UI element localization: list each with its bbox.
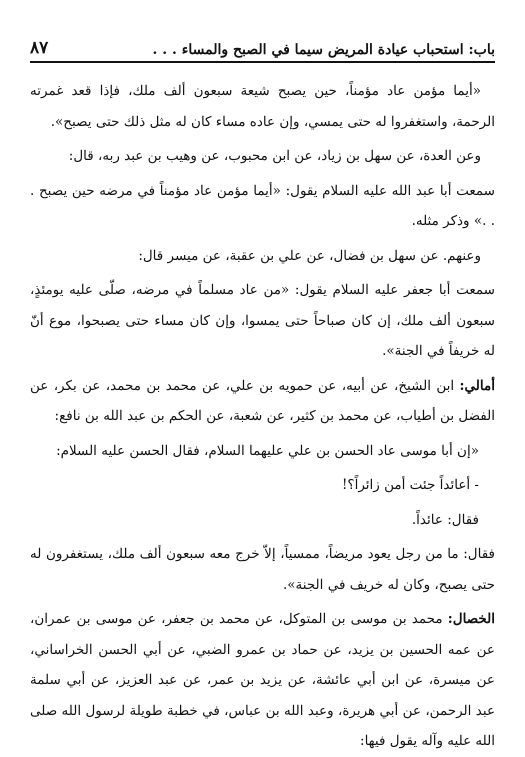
chapter-title: باب: استحباب عيادة المريض سيما في الصبح والمساء . . . bbox=[152, 42, 495, 58]
paragraph-dialogue: - أعائداً جئت أمن زائراً؟! bbox=[342, 477, 479, 493]
paragraph-hadith: سمعت أبا عبد الله عليه السلام يقول: «أيما مؤمن عاد مؤمناً في مرضه حين يصبح . . .» وذكر مثله. bbox=[30, 182, 495, 229]
running-header bbox=[30, 34, 495, 63]
source-label: أمالي: bbox=[459, 377, 495, 394]
paragraph-hadith: فقال: ما من رجل يعود مريضاً، ممسياً، إلاّ خرج معه سبعون ألف ملك، يستغفرون له حتى يصبح، وكان له خريف في الجنة». bbox=[30, 546, 495, 593]
paragraph-chain: وعن العدة، عن سهل بن زياد، عن ابن محبوب، عن وهيب بن عبد ربه، قال: bbox=[68, 148, 481, 164]
paragraph-khisal bbox=[30, 604, 495, 757]
paragraph-hadith: سمعت أبا جعفر عليه السلام يقول: «من عاد مسلماً في مرضه، صلّى عليه يومئذٍ، سبعون ألف ملك، إن كان صباحاً حتى يمسوا، وإن كان مساء حتى يصبحوا، موع أنّ له خريفاً في الجنة». bbox=[30, 282, 495, 359]
paragraph-hadith-quote: «إن أبا موسى عاد الحسن بن علي عليهما السلام، فقال الحسن عليه السلام: bbox=[56, 442, 479, 459]
paragraph-hadith-quote: «أيما مؤمن عاد مؤمناً، حين يصبح شيعة سبعون ألف ملك، فإذا قعد غمرته الرحمة، واستغفروا له حتى يمسي، وإن عاده مساء كان له مثل ذلك حتى يصبح». bbox=[30, 83, 495, 130]
paragraph-text: ابن الشيخ، عن أبيه، عن حمويه بن علي، عن محمد بن محمد، عن بكر، عن الفضل بن أطياب، عن محمد بن كثير، عن شعبة، عن الحكم بن عبد الله بن نافع: bbox=[30, 377, 495, 424]
paragraph-chain: وعنهم. عن سهل بن فضال، عن علي بن عقبة، عن ميسر قال: bbox=[138, 247, 481, 264]
source-label: الخصال: bbox=[447, 611, 495, 627]
paragraph-text: محمد بن موسى بن المتوكل، عن محمد بن جعفر، عن موسى بن عمران، عن عمه الحسين بن يزيد، عن حماد بن عمرو الضبي، عن أبي الحسن الخراساني، عن ميسرة، عن ابن أبي عائشة، عن يزيد بن عمر، عن عبد العزيز، عن أبي سلمة عبد الرحمن، عن أبي هريرة، وعبد الله بن عباس، في خطبة طويلة لرسول الله صلى الله عليه وآله يقول فيها: bbox=[30, 611, 495, 749]
paragraph-amali bbox=[30, 371, 495, 432]
page-number: ٨٧ bbox=[30, 38, 49, 58]
paragraph-dialogue: فقال: عائداً. bbox=[411, 511, 479, 528]
body-text bbox=[30, 76, 495, 757]
